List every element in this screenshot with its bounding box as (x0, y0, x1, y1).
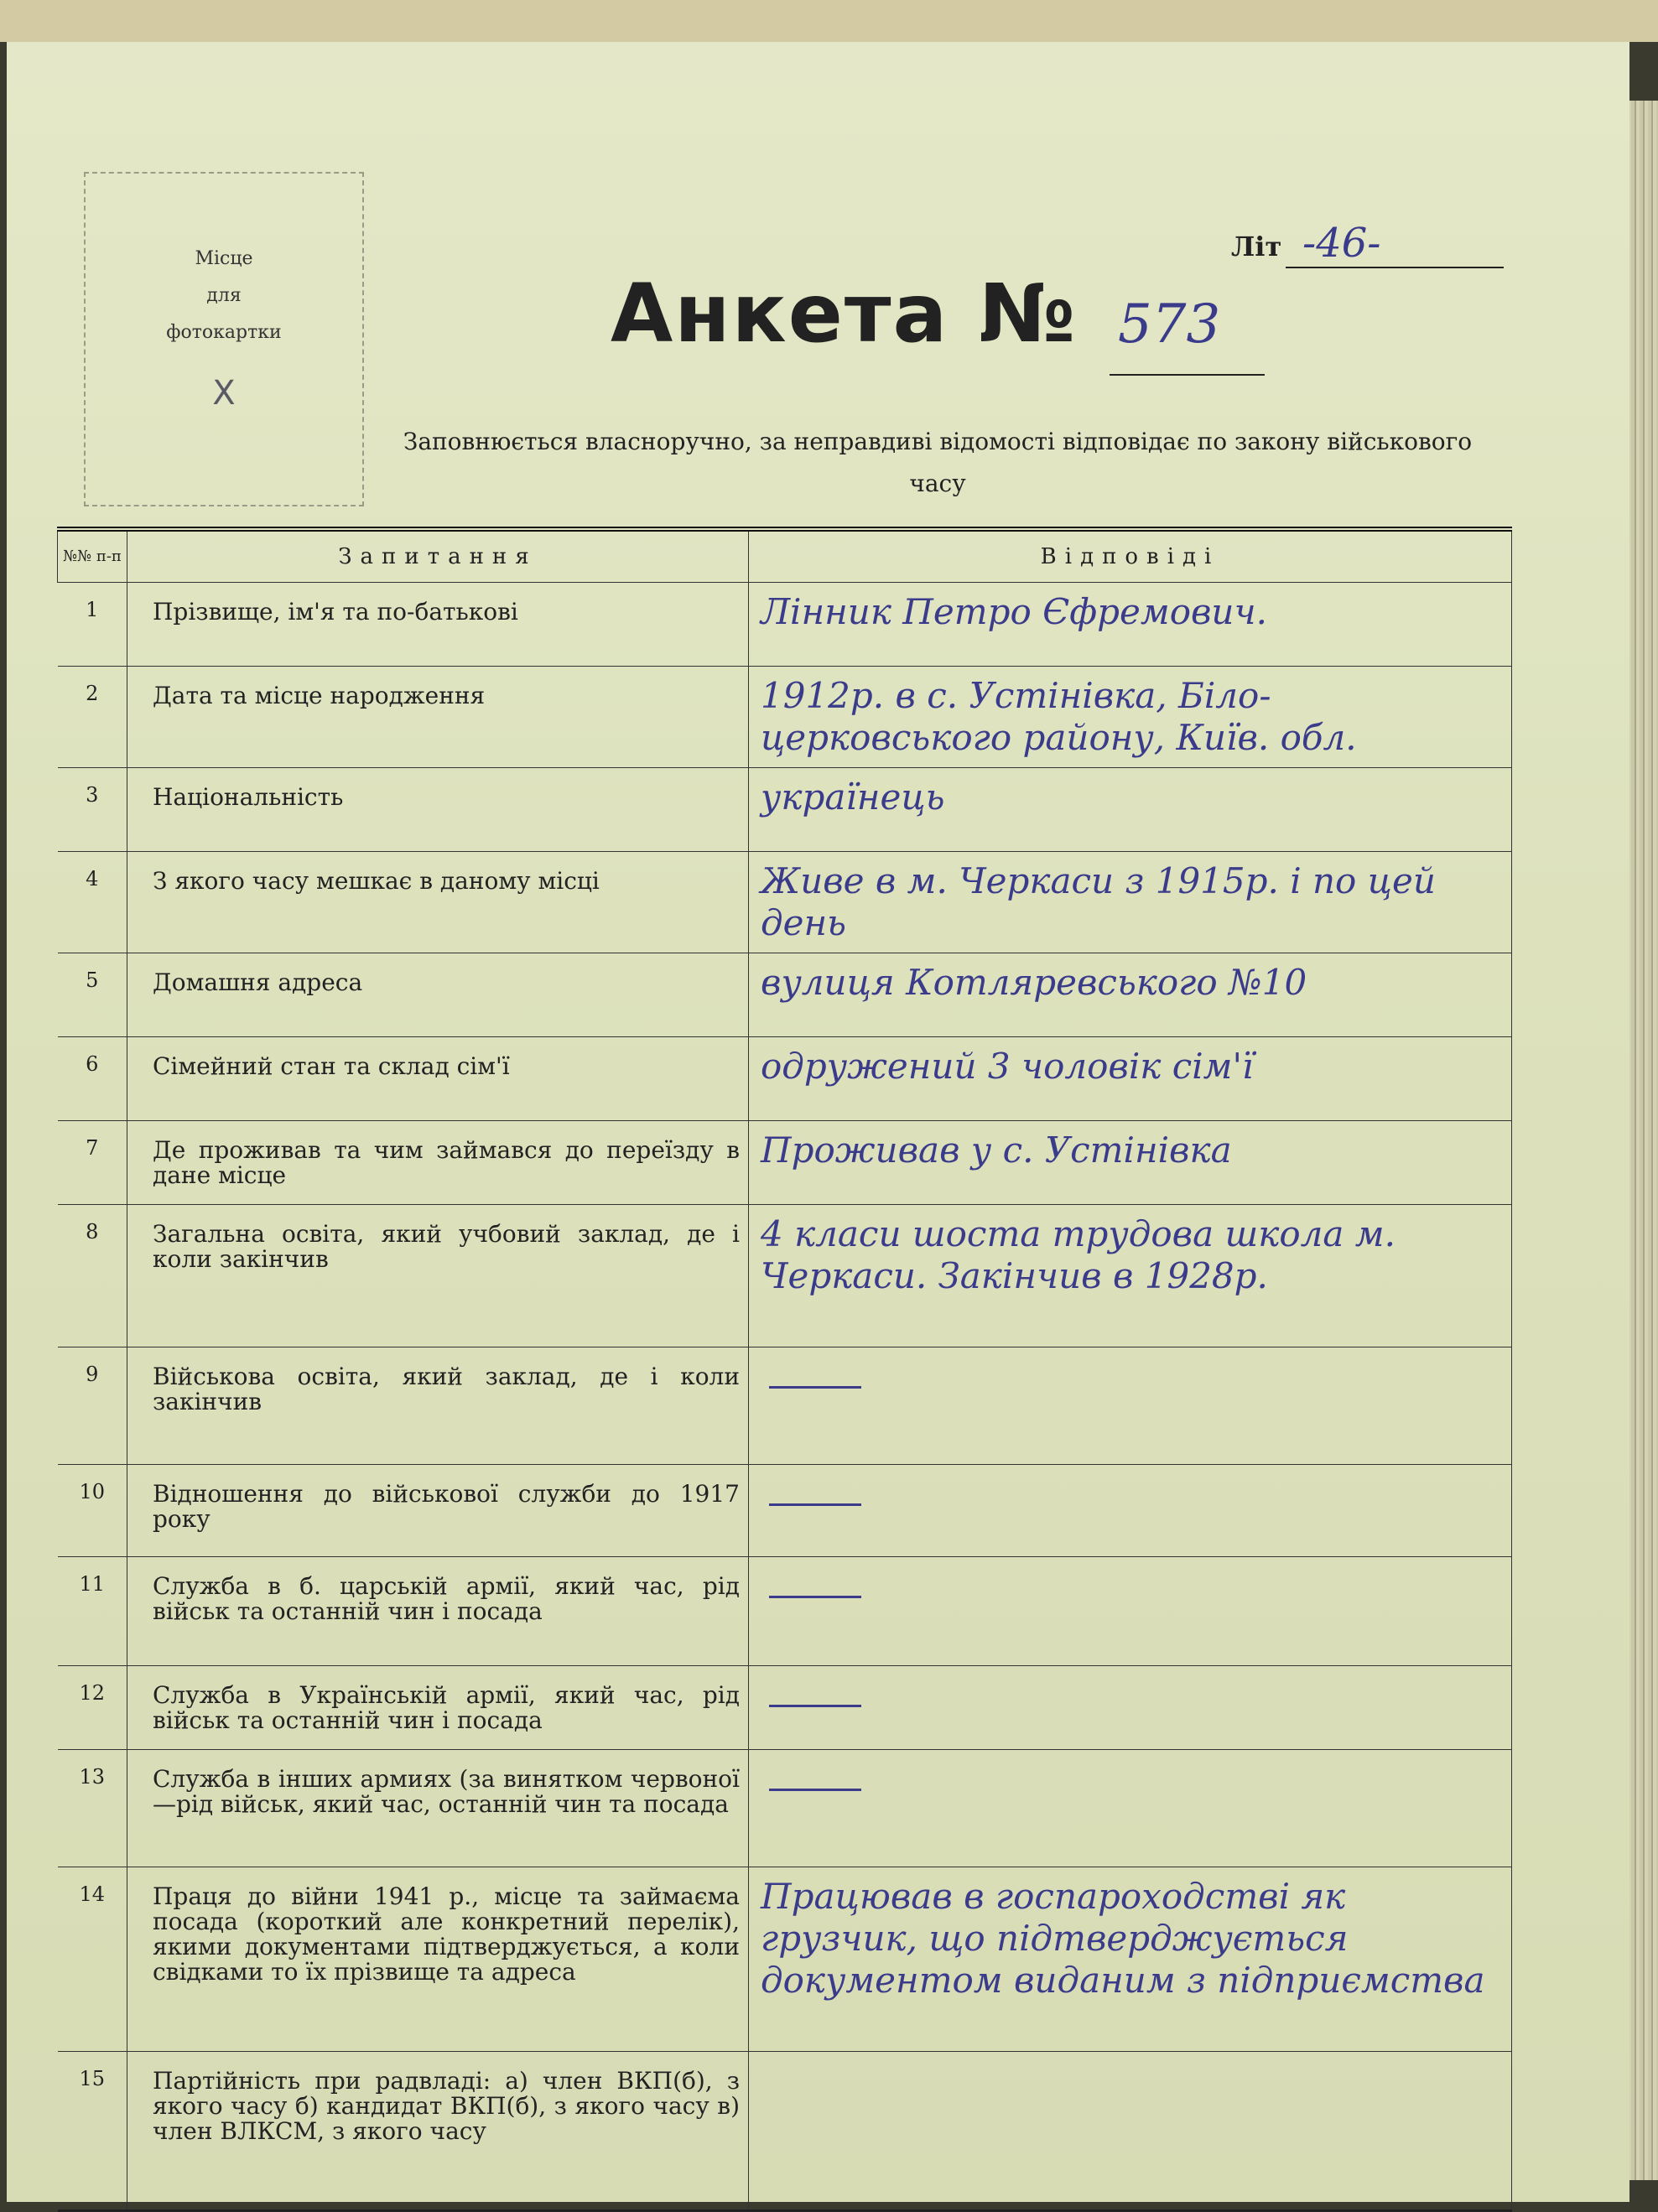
table-row (58, 667, 1512, 768)
blank-dash (769, 1596, 861, 1598)
row-answer: Живе в м. Черкаси з 1915р. і по цей день (749, 852, 1512, 953)
row-question: З якого часу мешкає в даному місці (127, 852, 749, 953)
table-row (58, 1750, 1512, 1867)
row-answer: одружений 3 чоловік сім'ї (749, 1037, 1512, 1121)
row-question: Праця до війни 1941 р., місце та займаєма посада (короткий але конкретний перелік), якими документами підтверджується, а коли свідками то їх прізвище та адреса (127, 1867, 749, 2052)
table-row (58, 1347, 1512, 1465)
row-number: 13 (58, 1750, 127, 1867)
blank-dash (769, 1789, 861, 1791)
row-answer (749, 1347, 1512, 1465)
row-number: 3 (58, 768, 127, 852)
row-number: 9 (58, 1347, 127, 1465)
questionnaire-table (57, 527, 1512, 2212)
row-number: 11 (58, 1557, 127, 1666)
form-number-line (1110, 374, 1265, 376)
header-answer: Відповіді (749, 529, 1512, 583)
form-page (7, 42, 1629, 2202)
sheet-number-line (1286, 267, 1504, 268)
sheet-label: Літ (1231, 231, 1282, 262)
row-number: 12 (58, 1666, 127, 1750)
row-number: 4 (58, 852, 127, 953)
row-answer: Лінник Петро Єфремович. (749, 583, 1512, 667)
blank-dash (769, 1503, 861, 1506)
row-number: 6 (58, 1037, 127, 1121)
photo-placeholder (84, 172, 364, 506)
row-answer (749, 1557, 1512, 1666)
row-answer: Проживав у с. Устінівка (749, 1121, 1512, 1205)
header-question: Запитання (127, 529, 749, 583)
row-question: Служба в Українській армії, який час, рід військ та останній чин і посада (127, 1666, 749, 1750)
row-question: Військова освіта, який заклад, де і коли закінчив (127, 1347, 749, 1465)
row-question: Прізвище, ім'я та по-батькові (127, 583, 749, 667)
row-number: 7 (58, 1121, 127, 1205)
row-number: 14 (58, 1867, 127, 2052)
table-row (58, 852, 1512, 953)
row-question: Служба в б. царській армії, який час, рід військ та останній чин і посада (127, 1557, 749, 1666)
table-row (58, 2052, 1512, 2211)
row-number: 15 (58, 2052, 127, 2211)
row-answer: українець (749, 768, 1512, 852)
sheet-number: -46- (1302, 220, 1381, 267)
form-notice: Заповнюється власноручно, за неправдиві відомості відповідає по закону військового часу (403, 428, 1473, 497)
photo-cross-mark: X (212, 374, 236, 413)
row-answer (749, 1465, 1512, 1557)
row-question: Відношення до військової служби до 1917 року (127, 1465, 749, 1557)
background-strip (0, 0, 1658, 42)
row-number: 10 (58, 1465, 127, 1557)
table-row (58, 583, 1512, 667)
table-row (58, 1867, 1512, 2052)
row-answer (749, 1750, 1512, 1867)
table-row (58, 1557, 1512, 1666)
header-number: №№ п-п (58, 529, 127, 583)
blank-dash (769, 1705, 861, 1707)
blank-dash (769, 1386, 861, 1389)
row-question: Служба в інших армиях (за винятком червоної—рід військ, який час, останній чин та посада (127, 1750, 749, 1867)
row-answer (749, 1666, 1512, 1750)
table-row (58, 1121, 1512, 1205)
row-number: 5 (58, 953, 127, 1037)
row-question: Партійність при радвладі: а) член ВКП(б), з якого часу б) кандидат ВКП(б), з якого часу в) член ВЛКСМ, з якого часу (127, 2052, 749, 2211)
row-answer: Працював в госпароходстві як грузчик, що підтверджується документом виданим з підприємства (749, 1867, 1512, 2052)
form-title: Анкета № (611, 267, 1078, 361)
row-question: Національність (127, 768, 749, 852)
photo-label-1: Місце (195, 248, 253, 269)
table-row (58, 1465, 1512, 1557)
row-answer: 1912р. в с. Устінівка, Біло-церковського району, Київ. обл. (749, 667, 1512, 768)
table-row (58, 1037, 1512, 1121)
table-row (58, 1205, 1512, 1347)
row-question: Домашня адреса (127, 953, 749, 1037)
row-number: 1 (58, 583, 127, 667)
row-number: 8 (58, 1205, 127, 1347)
row-question: Дата та місце народження (127, 667, 749, 768)
form-number: 573 (1118, 293, 1221, 356)
photo-label-2: для (206, 285, 242, 306)
row-question: Де проживав та чим займався до переїзду в дане місце (127, 1121, 749, 1205)
row-question: Сімейний стан та склад сім'ї (127, 1037, 749, 1121)
row-question: Загальна освіта, який учбовий заклад, де і коли закінчив (127, 1205, 749, 1347)
photo-label-3: фотокартки (166, 322, 282, 343)
row-answer: вулиця Котляревського №10 (749, 953, 1512, 1037)
row-answer: 4 класи шоста трудова школа м. Черкаси. Закінчив в 1928р. (749, 1205, 1512, 1347)
row-number: 2 (58, 667, 127, 768)
table-row (58, 768, 1512, 852)
row-answer (749, 2052, 1512, 2211)
table-row (58, 953, 1512, 1037)
table-row (58, 1666, 1512, 1750)
